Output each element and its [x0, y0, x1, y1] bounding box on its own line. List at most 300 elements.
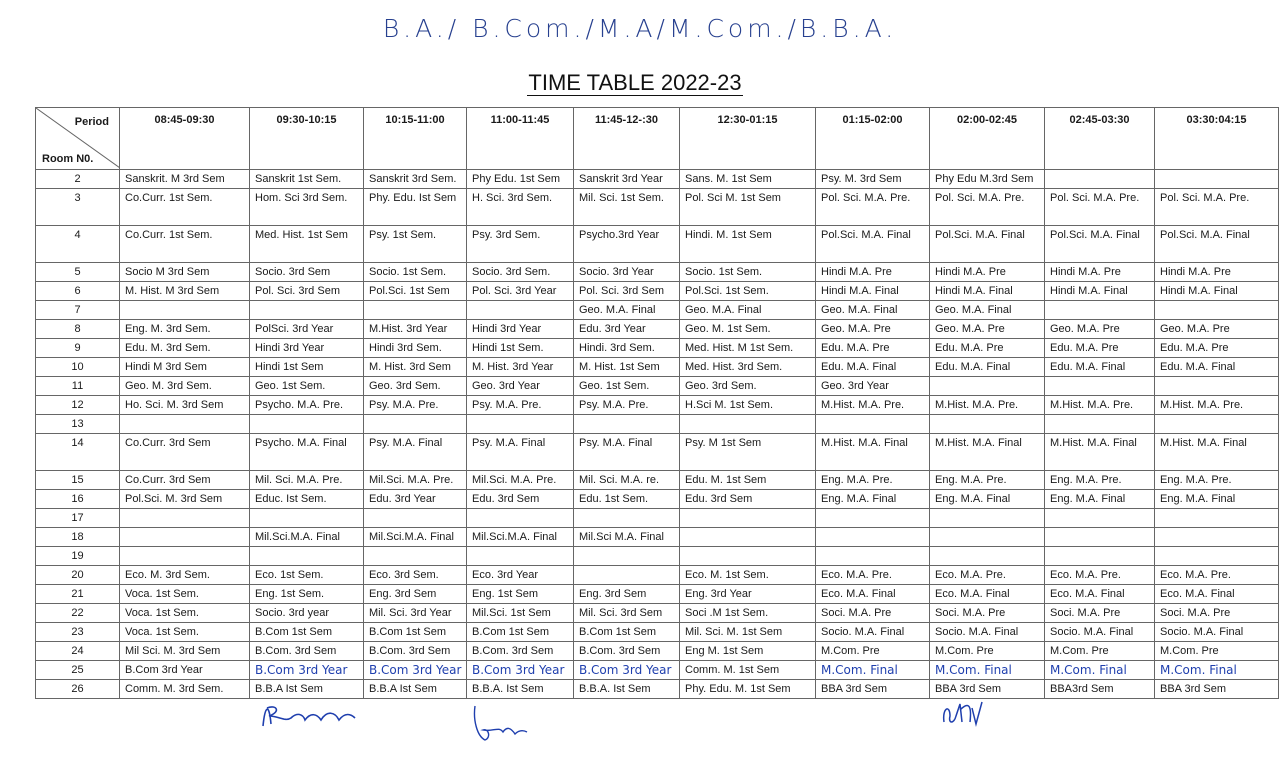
room-number: 13 — [36, 415, 120, 434]
table-row — [36, 415, 1279, 434]
period-header: 11:45-12-:30 — [574, 108, 680, 170]
schedule-cell: Soci. M.A. Pre — [816, 604, 930, 623]
schedule-cell: Geo. M. 3rd Sem. — [120, 377, 250, 396]
schedule-cell: M.Com. Final — [1045, 661, 1155, 680]
schedule-cell: BBA3rd Sem — [1045, 680, 1155, 699]
schedule-cell: Psy. M.A. Pre. — [467, 396, 574, 415]
table-row — [36, 226, 1279, 263]
schedule-cell — [816, 415, 930, 434]
schedule-cell: Eco. 3rd Year — [467, 566, 574, 585]
table-row — [36, 490, 1279, 509]
room-number: 2 — [36, 170, 120, 189]
schedule-cell — [574, 547, 680, 566]
room-number: 16 — [36, 490, 120, 509]
schedule-cell: Geo. M.A. Pre — [930, 320, 1045, 339]
schedule-cell: Educ. Ist Sem. — [250, 490, 364, 509]
room-number: 9 — [36, 339, 120, 358]
schedule-cell: Edu. M.A. Final — [930, 358, 1045, 377]
schedule-cell: Geo. 1st Sem. — [250, 377, 364, 396]
schedule-cell: Eng. 3rd Year — [680, 585, 816, 604]
schedule-cell: Socio. 1st Sem. — [364, 263, 467, 282]
schedule-cell — [120, 415, 250, 434]
schedule-cell: Voca. 1st Sem. — [120, 604, 250, 623]
schedule-cell — [1045, 547, 1155, 566]
schedule-cell: Eco. M.A. Pre. — [1155, 566, 1279, 585]
schedule-cell: Pol.Sci. M.A. Final — [930, 226, 1045, 263]
schedule-cell: Edu. 3rd Year — [574, 320, 680, 339]
schedule-cell — [574, 509, 680, 528]
schedule-cell — [1155, 377, 1279, 396]
schedule-cell: B.Com 1st Sem — [250, 623, 364, 642]
table-row — [36, 320, 1279, 339]
schedule-cell: M.Com. Final — [930, 661, 1045, 680]
schedule-cell: Edu. 1st Sem. — [574, 490, 680, 509]
schedule-cell: M.Hist. M.A. Final — [930, 434, 1045, 471]
courses-heading: B.A./ B.Com./M.A/M.Com./B.B.A. — [382, 14, 898, 43]
table-row — [36, 189, 1279, 226]
table-row — [36, 339, 1279, 358]
schedule-cell: Psy. M.A. Final — [364, 434, 467, 471]
room-number: 14 — [36, 434, 120, 471]
schedule-cell: Hindi M.A. Pre — [930, 263, 1045, 282]
schedule-cell: Eng. M.A. Final — [930, 490, 1045, 509]
schedule-cell: B.Com 1st Sem — [574, 623, 680, 642]
schedule-cell — [816, 547, 930, 566]
schedule-cell: M.Com. Pre — [930, 642, 1045, 661]
schedule-cell: B.Com 3rd Year — [120, 661, 250, 680]
schedule-cell: B.Com 1st Sem — [364, 623, 467, 642]
schedule-cell — [364, 509, 467, 528]
schedule-cell: Mil.Sci.M.A. Final — [250, 528, 364, 547]
schedule-cell: Mil. Sci. M.A. Pre. — [250, 471, 364, 490]
schedule-cell: Pol. Sci M. 1st Sem — [680, 189, 816, 226]
schedule-cell: Psy. 3rd Sem. — [467, 226, 574, 263]
schedule-cell: Mil.Sci. M.A. Pre. — [364, 471, 467, 490]
table-row — [36, 282, 1279, 301]
schedule-cell — [467, 509, 574, 528]
schedule-cell: Comm. M. 3rd Sem. — [120, 680, 250, 699]
schedule-cell — [1155, 509, 1279, 528]
schedule-cell — [1045, 170, 1155, 189]
room-number: 22 — [36, 604, 120, 623]
timetable — [35, 107, 1279, 699]
room-number: 19 — [36, 547, 120, 566]
schedule-cell: Geo. M.A. Final — [816, 301, 930, 320]
schedule-cell: Phy Edu. 1st Sem — [467, 170, 574, 189]
schedule-cell: Pol.Sci. 1st Sem. — [680, 282, 816, 301]
schedule-cell: BBA 3rd Sem — [1155, 680, 1279, 699]
table-row — [36, 604, 1279, 623]
table-row — [36, 263, 1279, 282]
room-number: 12 — [36, 396, 120, 415]
schedule-cell: Geo. 1st Sem. — [574, 377, 680, 396]
schedule-cell: Edu. M.A. Final — [1155, 358, 1279, 377]
schedule-cell: Hindi. 3rd Sem. — [574, 339, 680, 358]
room-number: 17 — [36, 509, 120, 528]
schedule-cell: Eco. M.A. Final — [930, 585, 1045, 604]
schedule-cell: Geo. M.A. Pre — [816, 320, 930, 339]
schedule-cell: PolSci. 3rd Year — [250, 320, 364, 339]
schedule-cell: B.Com 3rd Year — [574, 661, 680, 680]
room-number: 10 — [36, 358, 120, 377]
period-header: 03:30:04:15 — [1155, 108, 1279, 170]
schedule-cell: M.Com. Final — [1155, 661, 1279, 680]
period-header: 01:15-02:00 — [816, 108, 930, 170]
schedule-cell: B.Com 3rd Year — [467, 661, 574, 680]
schedule-cell: Co.Curr. 1st Sem. — [120, 226, 250, 263]
schedule-cell: Med. Hist. M 1st Sem. — [680, 339, 816, 358]
room-number: 26 — [36, 680, 120, 699]
room-number: 7 — [36, 301, 120, 320]
table-row — [36, 434, 1279, 471]
schedule-cell: Soci .M 1st Sem. — [680, 604, 816, 623]
schedule-cell: B.B.A. Ist Sem — [574, 680, 680, 699]
schedule-cell: B.Com. 3rd Sem — [364, 642, 467, 661]
signature-3 — [936, 694, 996, 734]
schedule-cell: B.Com. 3rd Sem — [467, 642, 574, 661]
schedule-cell — [574, 566, 680, 585]
schedule-cell: Edu. M.A. Pre — [816, 339, 930, 358]
schedule-cell: Psy. M.A. Pre. — [574, 396, 680, 415]
schedule-cell: Mil.Sci.M.A. Final — [467, 528, 574, 547]
schedule-cell: Eng. M. 3rd Sem. — [120, 320, 250, 339]
schedule-cell: Mil. Sci. 3rd Year — [364, 604, 467, 623]
schedule-cell: Hindi M.A. Final — [930, 282, 1045, 301]
schedule-cell: M.Hist. M.A. Final — [1045, 434, 1155, 471]
table-row — [36, 170, 1279, 189]
schedule-cell: Hindi M 3rd Sem — [120, 358, 250, 377]
schedule-cell: BBA 3rd Sem — [816, 680, 930, 699]
schedule-cell — [1155, 170, 1279, 189]
period-header: 02:45-03:30 — [1045, 108, 1155, 170]
schedule-cell: Psycho. M.A. Pre. — [250, 396, 364, 415]
schedule-cell: M. Hist. 3rd Year — [467, 358, 574, 377]
table-row — [36, 585, 1279, 604]
schedule-cell: B.B.A Ist Sem — [250, 680, 364, 699]
schedule-cell: Med. Hist. 1st Sem — [250, 226, 364, 263]
schedule-cell: M.Hist. M.A. Final — [1155, 434, 1279, 471]
schedule-cell: Socio. 3rd Sem — [250, 263, 364, 282]
schedule-cell — [1155, 547, 1279, 566]
schedule-cell: Eng. M.A. Pre. — [1045, 471, 1155, 490]
table-row — [36, 377, 1279, 396]
table-row — [36, 642, 1279, 661]
schedule-cell — [120, 301, 250, 320]
schedule-cell: Edu. M. 3rd Sem. — [120, 339, 250, 358]
schedule-cell: Eco. M.A. Pre. — [816, 566, 930, 585]
schedule-cell: Pol. Sci. 3rd Year — [467, 282, 574, 301]
corner-cell — [36, 108, 120, 170]
timetable-body — [36, 170, 1279, 699]
schedule-cell: Psy. M.A. Final — [467, 434, 574, 471]
schedule-cell: Edu. 3rd Sem — [467, 490, 574, 509]
schedule-cell: Socio M 3rd Sem — [120, 263, 250, 282]
room-number: 18 — [36, 528, 120, 547]
schedule-cell: Socio. 3rd Year — [574, 263, 680, 282]
schedule-cell: Hindi M.A. Pre — [1155, 263, 1279, 282]
title-text: TIME TABLE 2022-23 — [528, 70, 742, 95]
schedule-cell: Mil. Sci. 3rd Sem — [574, 604, 680, 623]
schedule-cell: Sanskrit. M 3rd Sem — [120, 170, 250, 189]
schedule-cell: Psy. M. 3rd Sem — [816, 170, 930, 189]
schedule-cell — [1155, 528, 1279, 547]
schedule-cell — [930, 547, 1045, 566]
schedule-cell: Hom. Sci 3rd Sem. — [250, 189, 364, 226]
schedule-cell: Ho. Sci. M. 3rd Sem — [120, 396, 250, 415]
schedule-cell: Eco. 3rd Sem. — [364, 566, 467, 585]
schedule-cell: Eng. 1st Sem — [467, 585, 574, 604]
period-header: 12:30-01:15 — [680, 108, 816, 170]
schedule-cell: Psycho.3rd Year — [574, 226, 680, 263]
schedule-cell: Voca. 1st Sem. — [120, 623, 250, 642]
schedule-cell — [467, 547, 574, 566]
table-row — [36, 509, 1279, 528]
schedule-cell — [250, 547, 364, 566]
schedule-cell: Socio. 1st Sem. — [680, 263, 816, 282]
schedule-cell: Eco. M.A. Final — [1045, 585, 1155, 604]
schedule-cell: Eng. 3rd Sem — [364, 585, 467, 604]
schedule-cell: Geo. M.A. Final — [680, 301, 816, 320]
schedule-cell: Edu. M.A. Final — [1045, 358, 1155, 377]
schedule-cell: Eng. M.A. Final — [816, 490, 930, 509]
schedule-cell — [1045, 509, 1155, 528]
schedule-cell: M.Hist. M.A. Pre. — [1155, 396, 1279, 415]
room-number: 11 — [36, 377, 120, 396]
schedule-cell: H.Sci M. 1st Sem. — [680, 396, 816, 415]
table-row — [36, 471, 1279, 490]
schedule-cell: Hindi 3rd Year — [250, 339, 364, 358]
schedule-cell: Edu. 3rd Year — [364, 490, 467, 509]
schedule-cell: Mil Sci. M. 3rd Sem — [120, 642, 250, 661]
schedule-cell — [680, 509, 816, 528]
schedule-cell: B.Com 1st Sem — [467, 623, 574, 642]
table-row — [36, 396, 1279, 415]
schedule-cell: B.Com 3rd Year — [364, 661, 467, 680]
schedule-cell: Sanskrit 3rd Year — [574, 170, 680, 189]
period-label: Period — [74, 116, 109, 128]
schedule-cell: Pol. Sci. M.A. Pre. — [1155, 189, 1279, 226]
table-row — [36, 358, 1279, 377]
schedule-cell: Edu. M.A. Pre — [1155, 339, 1279, 358]
schedule-cell — [467, 301, 574, 320]
schedule-cell — [1045, 301, 1155, 320]
schedule-cell: Hindi 1st Sem. — [467, 339, 574, 358]
schedule-cell: M. Hist. M 3rd Sem — [120, 282, 250, 301]
schedule-cell: Mil. Sci. M. 1st Sem — [680, 623, 816, 642]
schedule-cell: Eco. M.A. Final — [1155, 585, 1279, 604]
schedule-cell: Edu. M.A. Pre — [1045, 339, 1155, 358]
schedule-cell: M.Com. Pre — [1045, 642, 1155, 661]
schedule-cell: Edu. 3rd Sem — [680, 490, 816, 509]
schedule-cell — [930, 415, 1045, 434]
room-number: 3 — [36, 189, 120, 226]
schedule-cell: Sanskrit 3rd Sem. — [364, 170, 467, 189]
schedule-cell: Soci. M.A. Pre — [1155, 604, 1279, 623]
period-header: 11:00-11:45 — [467, 108, 574, 170]
page-title — [0, 70, 1270, 96]
schedule-cell: Co.Curr. 3rd Sem — [120, 434, 250, 471]
schedule-cell: Mil.Sci M.A. Final — [574, 528, 680, 547]
schedule-cell: Pol.Sci. M.A. Final — [1155, 226, 1279, 263]
schedule-cell — [120, 509, 250, 528]
table-row — [36, 623, 1279, 642]
schedule-cell: Hindi M.A. Pre — [816, 263, 930, 282]
schedule-cell: B.B.A. Ist Sem — [467, 680, 574, 699]
schedule-cell — [816, 509, 930, 528]
schedule-cell: Hindi 3rd Year — [467, 320, 574, 339]
schedule-cell: Pol. Sci. 3rd Sem — [250, 282, 364, 301]
schedule-cell — [1045, 528, 1155, 547]
schedule-cell — [364, 547, 467, 566]
table-row — [36, 661, 1279, 680]
schedule-cell: Eco. M.A. Final — [816, 585, 930, 604]
room-number: 23 — [36, 623, 120, 642]
schedule-cell — [680, 528, 816, 547]
schedule-cell: Co.Curr. 3rd Sem — [120, 471, 250, 490]
schedule-cell: M.Hist. M.A. Pre. — [816, 396, 930, 415]
schedule-cell: M.Com. Final — [816, 661, 930, 680]
signature-2 — [465, 700, 535, 750]
schedule-cell: B.Com. 3rd Sem — [574, 642, 680, 661]
period-header: 02:00-02:45 — [930, 108, 1045, 170]
schedule-cell: Pol. Sci. M.A. Pre. — [816, 189, 930, 226]
schedule-cell: Socio. 3rd Sem. — [467, 263, 574, 282]
schedule-cell: Eco. M.A. Pre. — [930, 566, 1045, 585]
schedule-cell: Psy. M 1st Sem — [680, 434, 816, 471]
schedule-cell: Pol. Sci. M.A. Pre. — [930, 189, 1045, 226]
schedule-cell: Edu. M.A. Final — [816, 358, 930, 377]
schedule-cell: Hindi M.A. Final — [816, 282, 930, 301]
schedule-cell: Hindi. M. 1st Sem — [680, 226, 816, 263]
schedule-cell: Soci. M.A. Pre — [930, 604, 1045, 623]
schedule-cell: H. Sci. 3rd Sem. — [467, 189, 574, 226]
header-row — [36, 108, 1279, 170]
room-number: 6 — [36, 282, 120, 301]
schedule-cell: Pol.Sci. 1st Sem — [364, 282, 467, 301]
schedule-cell: Hindi 1st Sem — [250, 358, 364, 377]
schedule-cell: Pol. Sci. M.A. Pre. — [1045, 189, 1155, 226]
schedule-cell: Socio. M.A. Final — [1045, 623, 1155, 642]
schedule-cell — [930, 377, 1045, 396]
schedule-cell: Hindi M.A. Final — [1045, 282, 1155, 301]
schedule-cell: Socio. M.A. Final — [1155, 623, 1279, 642]
schedule-cell: M.Hist. M.A. Pre. — [930, 396, 1045, 415]
signature-1 — [255, 696, 365, 736]
schedule-cell: Pol.Sci. M. 3rd Sem — [120, 490, 250, 509]
schedule-cell: Psycho. M.A. Final — [250, 434, 364, 471]
schedule-cell: Eng. M.A. Final — [1045, 490, 1155, 509]
schedule-cell: Eng. M.A. Final — [1155, 490, 1279, 509]
schedule-cell: Geo. 3rd Year — [467, 377, 574, 396]
schedule-cell: Geo. M.A. Final — [574, 301, 680, 320]
schedule-cell: Pol.Sci. M.A. Final — [1045, 226, 1155, 263]
schedule-cell — [250, 415, 364, 434]
schedule-cell — [680, 547, 816, 566]
schedule-cell: Phy. Edu. Ist Sem — [364, 189, 467, 226]
schedule-cell — [1155, 301, 1279, 320]
schedule-cell — [364, 301, 467, 320]
schedule-cell: Geo. M.A. Pre — [1045, 320, 1155, 339]
schedule-cell: Eng. M.A. Pre. — [816, 471, 930, 490]
schedule-cell: Eco. M.A. Pre. — [1045, 566, 1155, 585]
schedule-cell: M.Com. Pre — [1155, 642, 1279, 661]
schedule-cell — [1045, 415, 1155, 434]
schedule-cell: Eng. 1st Sem. — [250, 585, 364, 604]
schedule-cell: Eco. M. 3rd Sem. — [120, 566, 250, 585]
period-header: 08:45-09:30 — [120, 108, 250, 170]
schedule-cell: M.Hist. M.A. Final — [816, 434, 930, 471]
schedule-cell — [680, 415, 816, 434]
room-number: 4 — [36, 226, 120, 263]
schedule-cell: M.Hist. 3rd Year — [364, 320, 467, 339]
schedule-cell: Sans. M. 1st Sem — [680, 170, 816, 189]
schedule-cell: Voca. 1st Sem. — [120, 585, 250, 604]
room-number: 25 — [36, 661, 120, 680]
room-number: 21 — [36, 585, 120, 604]
table-row — [36, 301, 1279, 320]
schedule-cell: Psy. M.A. Pre. — [364, 396, 467, 415]
room-number: 8 — [36, 320, 120, 339]
schedule-cell: Eco. 1st Sem. — [250, 566, 364, 585]
schedule-cell: Geo. M.A. Pre — [1155, 320, 1279, 339]
schedule-cell: Geo. 3rd Year — [816, 377, 930, 396]
period-header: 09:30-10:15 — [250, 108, 364, 170]
schedule-cell: Comm. M. 1st Sem — [680, 661, 816, 680]
table-row — [36, 566, 1279, 585]
schedule-cell: Socio. M.A. Final — [816, 623, 930, 642]
schedule-cell: Pol. Sci. 3rd Sem — [574, 282, 680, 301]
schedule-cell: Hindi M.A. Final — [1155, 282, 1279, 301]
schedule-cell — [930, 528, 1045, 547]
room-number: 20 — [36, 566, 120, 585]
schedule-cell: Eco. M. 1st Sem. — [680, 566, 816, 585]
schedule-cell: Socio. 3rd year — [250, 604, 364, 623]
schedule-cell: BBA 3rd Sem — [930, 680, 1045, 699]
schedule-cell: Eng. M.A. Pre. — [1155, 471, 1279, 490]
schedule-cell: M. Hist. 3rd Sem — [364, 358, 467, 377]
schedule-cell: Geo. 3rd Sem. — [364, 377, 467, 396]
schedule-cell: B.B.A Ist Sem — [364, 680, 467, 699]
schedule-cell — [250, 509, 364, 528]
schedule-cell: B.Com 3rd Year — [250, 661, 364, 680]
schedule-cell — [467, 415, 574, 434]
schedule-cell: Mil.Sci. M.A. Pre. — [467, 471, 574, 490]
schedule-cell — [1045, 377, 1155, 396]
period-header: 10:15-11:00 — [364, 108, 467, 170]
schedule-cell: Mil. Sci. 1st Sem. — [574, 189, 680, 226]
room-number: 24 — [36, 642, 120, 661]
room-number: 5 — [36, 263, 120, 282]
schedule-cell: Hindi M.A. Pre — [1045, 263, 1155, 282]
schedule-cell: Geo. M.A. Final — [930, 301, 1045, 320]
schedule-cell: Mil. Sci. M.A. re. — [574, 471, 680, 490]
schedule-cell: Co.Curr. 1st Sem. — [120, 189, 250, 226]
room-number: 15 — [36, 471, 120, 490]
table-row — [36, 547, 1279, 566]
signatures — [0, 690, 1280, 770]
schedule-cell: B.Com. 3rd Sem — [250, 642, 364, 661]
schedule-cell: Mil.Sci. 1st Sem — [467, 604, 574, 623]
schedule-cell: M. Hist. 1st Sem — [574, 358, 680, 377]
schedule-cell: Sanskrit 1st Sem. — [250, 170, 364, 189]
schedule-cell — [120, 528, 250, 547]
schedule-cell — [574, 415, 680, 434]
schedule-cell — [816, 528, 930, 547]
schedule-cell: Edu. M.A. Pre — [930, 339, 1045, 358]
schedule-cell — [1155, 415, 1279, 434]
schedule-cell: Med. Hist. 3rd Sem. — [680, 358, 816, 377]
schedule-cell: M.Hist. M.A. Pre. — [1045, 396, 1155, 415]
